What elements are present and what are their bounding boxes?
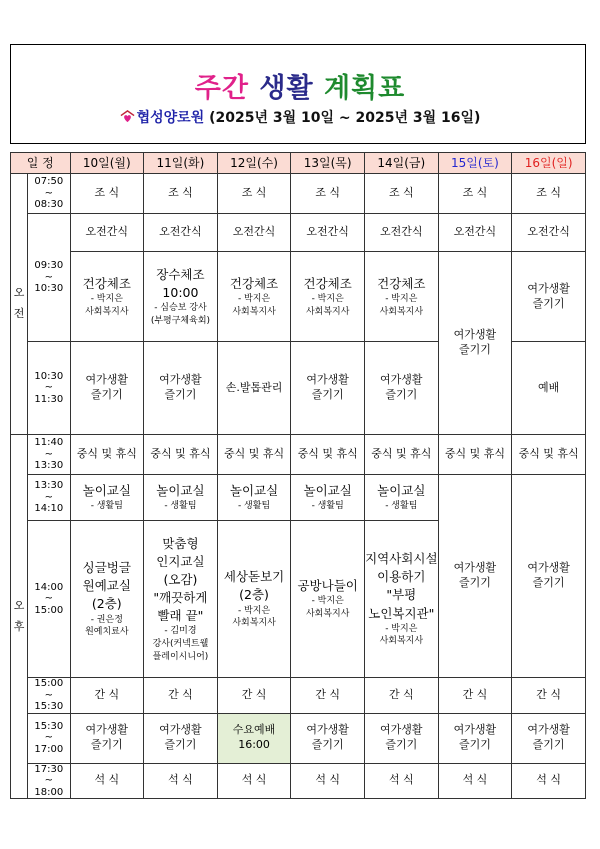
pm-label-1: 오 [13,598,25,612]
am-label-2: 전 [13,307,25,320]
am-snack-mon: 오전간식 [70,214,144,252]
am-snack-tue: 오전간식 [144,214,218,252]
time-sep: ~ [44,593,54,605]
leisure-line-1: 여가생활 [453,723,497,737]
time-early-pm [28,475,70,521]
time-start: 17:30 [34,763,64,775]
activity-title: 맞춤형 [162,535,199,551]
dinner-wed: 석 식 [217,763,291,799]
pm-snack-mon: 간 식 [70,678,144,714]
late-pm-wed [217,713,291,763]
activity-title: 놀이교실 [156,483,205,499]
afternoon-sun [512,475,586,678]
time-sep: ~ [44,187,54,199]
lunch-sat: 중식 및 휴식 [438,435,512,475]
activity-time: 16:00 [238,738,270,751]
activity-title: 건강체조 [377,275,426,291]
activity-title: 건강체조 [303,275,352,291]
morning-wed [217,252,291,342]
time-end: 11:30 [34,393,64,405]
leisure-line-1: 여가생활 [527,723,570,737]
am-snack-thu: 오전간식 [291,214,365,252]
activity-note: 사회복지사 [85,306,129,317]
dinner-row [11,763,586,799]
activity-note: 사회복지사 [305,306,350,317]
afternoon-fri [365,521,439,678]
activity-note: 사회복지사 [379,306,424,317]
activity-title: 놀이교실 [229,483,279,499]
activity-title: 인지교실 [156,553,205,569]
leisure-line-1: 여가생활 [380,373,423,387]
time-end: 14:10 [34,503,64,515]
time-start: 13:30 [34,480,64,492]
pm-snack-row [11,678,586,714]
late-pm-row [11,713,586,763]
activity-title: 공방나들이 [297,578,358,594]
time-start: 15:30 [34,720,64,732]
leisure-line-2: 즐기기 [532,296,565,310]
activity-title: 원예교실 [82,578,131,594]
activity-title: 싱글벙글 [82,560,131,576]
leisure-line-1: 여가생활 [453,328,497,342]
time-end: 08:30 [34,199,64,211]
activity-title: (오감) [163,572,198,588]
breakfast-sat: 조 식 [438,174,512,214]
leisure-line-2: 즐기기 [311,388,344,401]
time-late-pm [28,713,70,763]
day-thu: 13일(목) [291,153,365,174]
leisure-line-2: 즐기기 [385,388,418,401]
activity-note: - 박지은 [311,293,344,304]
activity-title: 장수체조 [156,266,205,282]
am-snack-row [11,214,586,252]
time-start: 10:30 [34,370,64,382]
subtitle [0,107,600,127]
title-word-2: 생활 [259,73,314,104]
pm-snack-sun: 간 식 [512,678,586,714]
am-snack-fri: 오전간식 [365,214,439,252]
late-morning-tue [144,342,218,435]
activity-note: - 생활팀 [311,501,344,512]
late-pm-mon [70,713,144,763]
day-wed: 12일(수) [217,153,291,174]
time-sep: ~ [44,775,54,786]
leisure-line-2: 즐기기 [385,738,418,751]
afternoon-wed [217,521,291,678]
activity-note: 플레이시니어) [152,651,209,662]
breakfast-wed: 조 식 [217,174,291,214]
activity-note: - 박지은 [90,293,123,304]
early-pm-wed [217,475,291,521]
early-pm-tue [144,475,218,521]
leisure-line-1: 여가생활 [85,373,129,387]
leisure-line-1: 여가생활 [159,373,202,387]
pm-label-2: 후 [13,619,25,633]
leisure-line-1: 여가생활 [527,561,570,575]
activity-note: (부평구체육회) [150,315,211,326]
time-end: 13:30 [34,460,64,472]
late-pm-tue [144,713,218,763]
leisure-line-2: 즐기기 [458,738,491,751]
activity-title: 건강체조 [229,275,279,291]
activity-title: 지역사회시설 [365,551,438,567]
late-morning-wed: 손.발톱관리 [217,342,291,435]
early-pm-fri [365,475,439,521]
activity-title: 이용하기 [377,569,426,585]
activity-note: 사회복지사 [379,636,424,647]
weekly-schedule-table [10,152,586,799]
pm-snack-fri: 간 식 [365,678,439,714]
title-word-3: 계획표 [323,73,406,104]
time-end: 18:00 [34,786,64,798]
time-late-morning [28,342,70,435]
lunch-row [11,435,586,475]
morning-tue [144,252,218,342]
pm-snack-sat: 간 식 [438,678,512,714]
leisure-line-2: 즐기기 [90,388,123,401]
activity-note: 원예치료사 [85,627,129,638]
leisure-line-1: 여가생활 [453,561,497,575]
dinner-sun: 석 식 [512,763,586,799]
activity-title: (2층) [91,596,122,612]
time-afternoon [28,521,70,678]
time-snack [28,678,70,714]
activity-note: 사회복지사 [232,618,276,629]
time-start: 14:00 [34,581,64,593]
late-morning-fri [365,342,439,435]
leisure-line-1: 여가생활 [527,281,570,295]
header-row [11,153,586,174]
title-word-1: 주간 [194,73,249,104]
activity-title: 수요예배 [232,723,276,737]
activity-title: 놀이교실 [303,483,352,499]
activity-title: "부평 [386,587,417,603]
time-sep: ~ [44,271,54,283]
time-sep: ~ [44,448,54,460]
activity-title: 놀이교실 [82,483,131,499]
morning-mon [70,252,144,342]
dinner-tue: 석 식 [144,763,218,799]
breakfast-tue: 조 식 [144,174,218,214]
leisure-line-2: 즐기기 [458,343,491,356]
activity-note: - 박지은 [311,596,344,607]
activity-note: - 생활팀 [385,501,418,512]
lunch-fri: 중식 및 휴식 [365,435,439,475]
dinner-sat: 석 식 [438,763,512,799]
activity-title: (2층) [239,587,269,603]
day-tue: 11일(화) [144,153,218,174]
lunch-thu: 중식 및 휴식 [291,435,365,475]
leisure-line-2: 즐기기 [532,738,565,751]
activity-note: 강사(커넥트웰 [152,639,209,650]
leisure-line-1: 여가생활 [306,373,349,387]
dinner-fri: 석 식 [365,763,439,799]
activity-title: 놀이교실 [377,483,426,499]
time-start: 09:30 [34,260,64,272]
morning-row [11,252,586,342]
morning-fri [365,252,439,342]
leisure-line-1: 여가생활 [306,723,349,737]
afternoon-tue [144,521,218,678]
breakfast-row [11,174,586,214]
day-mon: 10일(월) [70,153,144,174]
late-pm-sun [512,713,586,763]
day-sat: 15일(토) [438,153,512,174]
leisure-line-2: 즐기기 [532,576,565,589]
am-label [11,174,28,435]
leisure-line-1: 여가생활 [85,723,129,737]
time-end: 10:30 [34,283,64,295]
late-morning-sun: 예배 [512,342,586,435]
header-corner: 일 정 [11,153,71,174]
activity-title: 세상돋보기 [223,569,285,585]
am-snack-sun: 오전간식 [512,214,586,252]
time-start: 07:50 [34,176,64,188]
breakfast-thu: 조 식 [291,174,365,214]
leisure-line-2: 즐기기 [164,388,197,401]
day-sun: 16일(일) [512,153,586,174]
morning-sun [512,252,586,342]
late-pm-fri [365,713,439,763]
activity-note: - 생활팀 [237,501,271,512]
pm-snack-thu: 간 식 [291,678,365,714]
morning-sat [438,252,512,435]
activity-note: 사회복지사 [232,306,276,317]
org-name: 협성양로원 [136,110,205,126]
time-lunch [28,435,70,475]
breakfast-mon: 조 식 [70,174,144,214]
page-title [0,66,600,105]
leisure-line-2: 즐기기 [90,738,123,751]
leisure-line-2: 즐기기 [164,738,197,751]
schedule-period: (2025년 3월 10일 ~ 2025년 3월 16일) [209,110,481,126]
am-snack-wed: 오전간식 [217,214,291,252]
time-breakfast [28,174,70,214]
activity-title: 빨래 끝" [157,608,204,624]
time-dinner [28,763,70,799]
late-pm-sat [438,713,512,763]
activity-note: - 박지은 [385,623,418,634]
breakfast-fri: 조 식 [365,174,439,214]
activity-time: 10:00 [162,284,199,300]
leisure-line-2: 즐기기 [458,576,491,589]
activity-note: - 박지은 [385,293,418,304]
time-end: 15:30 [34,701,64,712]
time-sep: ~ [44,491,54,503]
activity-note: - 생활팀 [90,501,123,512]
activity-note: - 심승보 강사 [154,303,207,314]
activity-note: - 박지은 [237,293,271,304]
early-pm-mon [70,475,144,521]
am-snack-sat: 오전간식 [438,214,512,252]
time-sep: ~ [44,382,54,394]
time-end: 17:00 [34,743,64,755]
time-sep: ~ [44,689,54,701]
lunch-mon: 중식 및 휴식 [70,435,144,475]
time-end: 15:00 [34,604,64,616]
pm-snack-wed: 간 식 [217,678,291,714]
late-morning-mon [70,342,144,435]
time-morning [28,214,70,342]
activity-title: 노인복지관" [368,605,435,621]
activity-note: 사회복지사 [305,609,350,620]
day-fri: 14일(금) [365,153,439,174]
afternoon-mon [70,521,144,678]
early-pm-thu [291,475,365,521]
pm-label [11,435,28,799]
lunch-sun: 중식 및 휴식 [512,435,586,475]
late-pm-thu [291,713,365,763]
morning-thu [291,252,365,342]
late-morning-thu [291,342,365,435]
activity-note: - 김미경 [164,626,197,637]
activity-note: - 권은정 [90,614,123,625]
early-pm-row [11,475,586,521]
activity-title: 건강체조 [82,275,131,291]
leisure-line-1: 여가생활 [159,723,202,737]
breakfast-sun: 조 식 [512,174,586,214]
dinner-thu: 석 식 [291,763,365,799]
lunch-tue: 중식 및 휴식 [144,435,218,475]
afternoon-thu [291,521,365,678]
leisure-line-1: 여가생활 [380,723,423,737]
leisure-line-2: 즐기기 [311,738,344,751]
activity-note: - 박지은 [237,605,271,616]
time-start: 11:40 [34,437,64,449]
time-start: 15:00 [34,678,64,689]
pm-snack-tue: 간 식 [144,678,218,714]
time-sep: ~ [44,732,54,744]
afternoon-sat [438,475,512,678]
dinner-mon: 석 식 [70,763,144,799]
am-label-1: 오 [13,286,25,300]
activity-note: - 생활팀 [164,501,197,512]
activity-title: "깨끗하게 [153,590,208,606]
lunch-wed: 중식 및 휴식 [217,435,291,475]
org-logo-icon [120,109,135,124]
